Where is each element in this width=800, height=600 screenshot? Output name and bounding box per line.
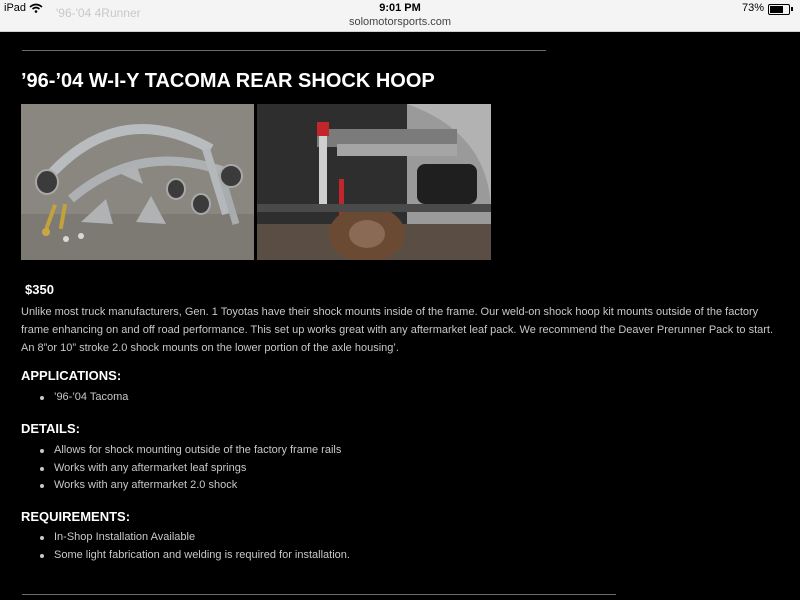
battery-nub [791, 7, 793, 11]
battery-icon [768, 4, 790, 15]
details-heading: DETAILS: [21, 421, 80, 436]
product-description: Unlike most truck manufacturers, Gen. 1 Toyotas have their shock mounts inside of the frame. Our weld-on shock hoop kit mounts outside of the factory frame enhancing on and off road performance. This set up works great with any aftermarket leaf pack. We recommend the Deaver Prerunner Pack to start. An 8”or 10” stroke 2.0 shock mounts on the lower portion of the axle housing’. [21, 306, 774, 354]
product-price: $350 [25, 282, 54, 297]
list-item: Works with any aftermarket leaf springs [21, 460, 341, 478]
battery-percentage: 73% [741, 2, 764, 14]
list-item: Allows for shock mounting outside of the factory frame rails [21, 442, 341, 460]
address-bar-url[interactable]: solomotorsports.com [348, 16, 452, 28]
list-item: ’96-’04 Tacoma [21, 389, 128, 407]
list-item: Works with any aftermarket 2.0 shock [21, 477, 341, 495]
shock-hoop-kit-parts-photo [21, 104, 254, 260]
top-divider [22, 50, 546, 51]
list-item: Some light fabrication and welding is required for installation. [21, 547, 350, 565]
details-list [21, 442, 341, 495]
status-clock: 9:01 PM [379, 2, 421, 14]
installed-shock-hoop-photo [257, 104, 491, 260]
list-item: In-Shop Installation Available [21, 529, 350, 547]
battery-level-fill [770, 6, 783, 13]
bottom-divider [22, 594, 616, 595]
applications-list [21, 389, 128, 407]
browser-top-bar [0, 0, 800, 32]
requirements-list [21, 529, 350, 564]
product-title: ’96-’04 W-I-Y TACOMA REAR SHOCK HOOP [21, 70, 435, 92]
faded-tab-title: '96-'04 4Runner [56, 6, 141, 20]
requirements-heading: REQUIREMENTS: [21, 509, 131, 524]
device-label: iPad [4, 2, 27, 14]
applications-heading: APPLICATIONS: [21, 368, 122, 383]
